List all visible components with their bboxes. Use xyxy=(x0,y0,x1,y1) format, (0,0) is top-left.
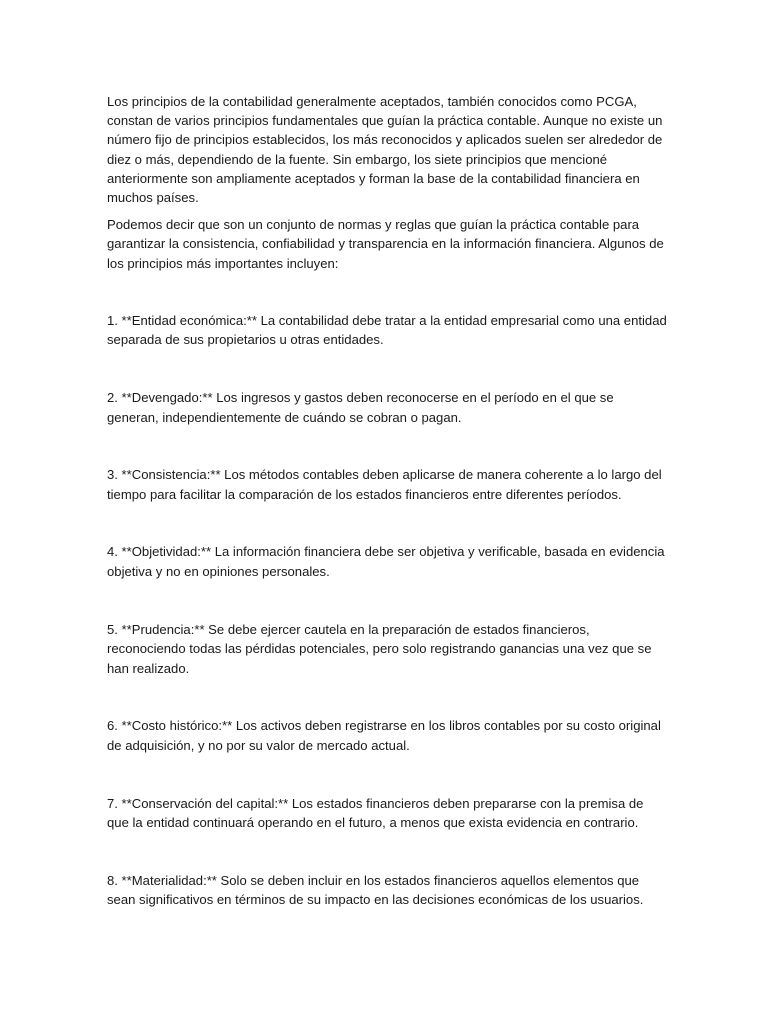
intro-paragraph: Podemos decir que son un conjunto de normas y reglas que guían la práctica contable para garantizar la consistencia, confiabilidad y transparencia en la información financiera. Algunos de los principios más importantes incluyen: xyxy=(107,217,664,271)
principle-item: 5. **Prudencia:** Se debe ejercer cautela en la preparación de estados financieros, reconociendo todas las pérdidas potenciales, pero solo registrando ganancias una vez que se han realizado. xyxy=(107,621,652,676)
intro-paragraph: Los principios de la contabilidad generalmente aceptados, también conocidos como PCGA, constan de varios principios fundamentales que guían la práctica contable. Aunque no existe un número fijo de principios establecidos, los más reconocidos y aplicados suelen ser alrededor de diez o más, dependiendo de la fuente. Sin embargo, los siete principios que mencioné anteriormente son ampliamente aceptados y forman la base de la contabilidad financiera en muchos países. xyxy=(107,94,663,206)
principle-item: 8. **Materialidad:** Solo se deben incluir en los estados financieros aquellos elementos que sean significativos en términos de su impacto en las decisiones económicas de los usuarios. xyxy=(107,872,644,908)
principle-item: 3. **Consistencia:** Los métodos contables deben aplicarse de manera coherente a lo largo del tiempo para facilitar la comparación de los estados financieros entre diferentes períodos. xyxy=(107,467,662,502)
principle-item: 2. **Devengado:** Los ingresos y gastos deben reconocerse en el período en el que se generan, independientemente de cuándo se cobran o pagan. xyxy=(107,390,614,425)
principle-item: 4. **Objetividad:** La información financiera debe ser objetiva y verificable, basada en evidencia objetiva y no en opiniones personales. xyxy=(107,544,665,579)
principle-item: 1. **Entidad económica:** La contabilidad debe tratar a la entidad empresarial como una entidad separada de sus propietarios u otras entidades. xyxy=(107,312,667,348)
principle-item: 7. **Conservación del capital:** Los estados financieros deben prepararse con la premisa de que la entidad continuará operando en el futuro, a menos que exista evidencia en contrario. xyxy=(107,795,644,831)
principle-item: 6. **Costo histórico:** Los activos deben registrarse en los libros contables por su costo original de adquisición, y no por su valor de mercado actual. xyxy=(107,718,661,753)
